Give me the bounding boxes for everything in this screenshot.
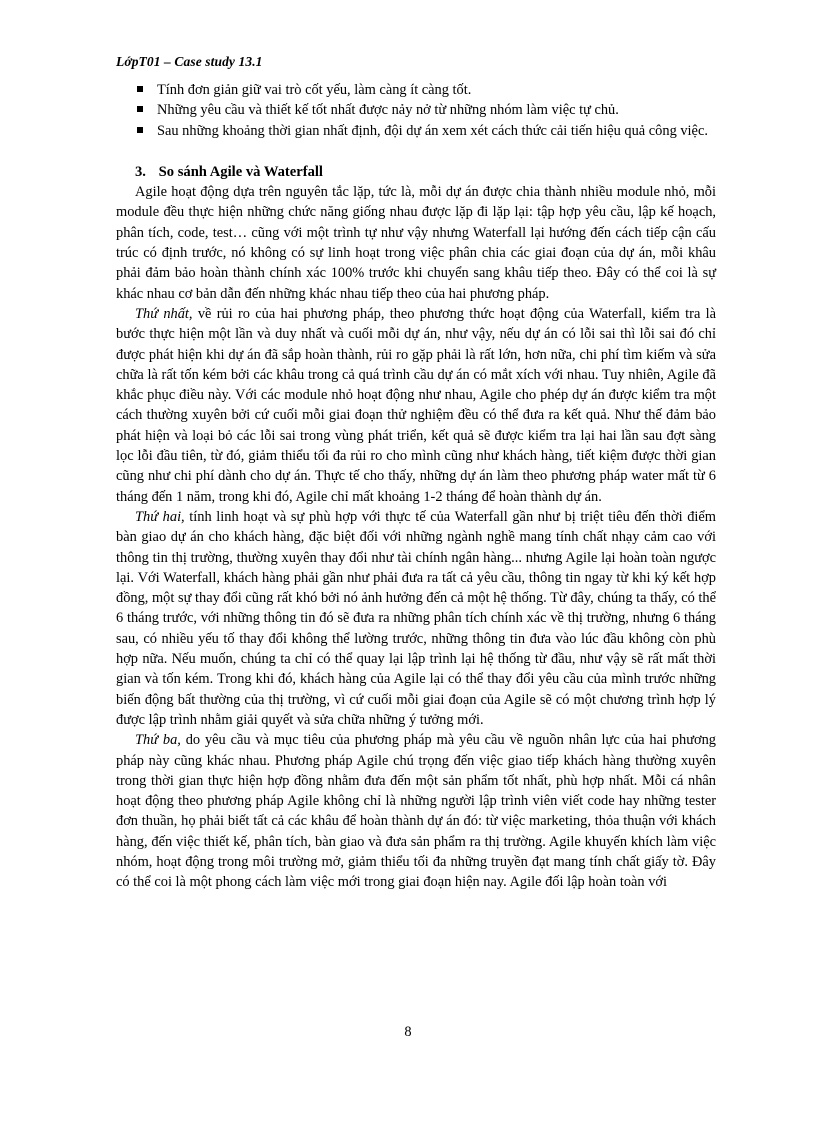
paragraph-lead: Thứ nhất,	[135, 305, 193, 322]
paragraph-text: về rủi ro của hai phương pháp, theo phương thức hoạt động của Waterfall, kiểm tra là bước thực hiện một lần và duy nhất và cuối mỗi dự án, như vậy, nếu dự án có lỗi sai thì lỗi sai đó chỉ được phát hiện khi dự án đã sắp hoàn thành, rủi ro gặp phải là rất lớn, hơn nữa, chi phí tìm kiếm và sửa chữa là rất tốn kém bởi các khâu trong cả quá trình cầu dự án có mắt xích với nhau. Tuy nhiên, Agile đã khắc phục điều này. Với các module nhỏ hoạt động như nhau, Agile cho phép dự án được kiểm tra một cách thường xuyên bởi cứ cuối mỗi giai đoạn thử nghiệm đều có thể đưa ra kết quả. Như thế đảm bảo phát hiện và loại bỏ các lỗi sai trong vùng phát triển, kết quả sẽ được kiểm tra lại hai lần sau đợt sàng lọc lỗi đầu tiên, từ đó, giảm thiểu tối đa rủi ro cho mình cũng như khách hàng, tiết kiệm được thời gian cũng như chi phí dành cho dự án. Thực tế cho thấy, những dự án làm theo phương pháp water mất từ 6 tháng đến 1 năm, trong khi đó, Agile chỉ mất khoảng 1-2 tháng để hoàn thành dự án.	[116, 305, 717, 505]
bullet-item	[116, 80, 716, 100]
bullet-text: Tính đơn giản giữ vai trò cốt yếu, làm càng ít càng tốt.	[157, 82, 472, 98]
paragraph-intro	[116, 182, 716, 304]
paragraph-first	[116, 304, 716, 507]
paragraph-text: tính linh hoạt và sự phù hợp với thực tế của Waterfall gần như bị triệt tiêu đến thời điểm bàn giao dự án cho khách hàng, đặc biệt đối với những ngành nghề mang tính chất nhạy cảm cao với thông tin thị trường, thường xuyên thay đổi như tài chính ngân hàng... nhưng Agile lại hoàn toàn ngược lại. Với Waterfall, khách hàng phải gần như phải đưa ra tất cả yêu cầu, thông tin ngay từ khi ký kết hợp đồng, một sự thay đổi cũng rất khó bởi nó ảnh hưởng đến cả một hệ thống. Từ đây, chúng ta thấy, có thể 6 tháng trước, với những thông tin đó sẽ đưa ra những phân tích chính xác về thị trường, nhưng 6 tháng sau, có nhiều yếu tố thay đổi không thể lường trước, những thông tin đưa vào lúc đầu không còn phù hợp nữa. Nếu muốn, chúng ta chỉ có thể quay lại lập trình lại hệ thống từ đầu, như vậy sẽ rất mất thời gian và tốn kém. Trong khi đó, khách hàng của Agile lại có thể thay đổi yêu cầu của mình trước những biến động bất thường của thị trường, vì cứ cuối mỗi giai đoạn của Agile sẽ có một chương trình hợp lý được lập trình nhằm giải quyết và sửa chữa những ý tưởng mới.	[116, 508, 716, 728]
section-number: 3.	[135, 163, 146, 180]
bullet-item	[116, 100, 716, 120]
section-heading	[116, 162, 716, 182]
paragraph-lead: Thứ hai,	[135, 508, 185, 525]
paragraph-third	[116, 730, 716, 892]
page-number: 8	[404, 1024, 412, 1040]
bullet-square-icon	[137, 106, 143, 112]
paragraph-second	[116, 507, 716, 730]
bullet-text: Sau những khoảng thời gian nhất định, đội dự án xem xét cách thức cải tiến hiệu quả công việc.	[157, 122, 708, 139]
paragraph-text: Agile hoạt động dựa trên nguyên tắc lặp, tức là, mỗi dự án được chia thành nhiều module nhỏ, mỗi module đều thực hiện những chức năng giống nhau được lặp đi lặp lại: tập hợp yêu cầu, lập kế hoạch, phân tích, code, test… cũng với một trình tự như vậy nhưng Waterfall lại hướng đến cách tiếp cận cấu trúc có định trước, nó không có sự linh hoạt trong việc phân chia các giai đoạn của dự án, mỗi khâu phải đảm bảo hoàn thành chính xác 100% trước khi chuyển sang khâu tiếp theo. Đây có thể coi là sự khác nhau cơ bản dẫn đến những khác nhau tiếp theo của hai phương pháp.	[116, 184, 716, 302]
bullet-square-icon	[137, 127, 143, 133]
bullet-square-icon	[137, 86, 143, 92]
document-body	[116, 80, 716, 893]
section-title: So sánh Agile và Waterfall	[158, 163, 323, 180]
page-header: LớpT01 – Case study 13.1	[116, 54, 263, 69]
paragraph-lead: Thứ ba,	[135, 732, 181, 749]
paragraph-text: do yêu cầu và mục tiêu của phương pháp mà yêu cầu về nguồn nhân lực của hai phương pháp này cũng khác nhau. Phương pháp Agile chú trọng đến việc giao tiếp khách hàng thường xuyên trong thời gian thực hiện hợp đồng nhằm đưa đến một sản phẩm tốt nhất, phù hợp nhất. Mỗi cá nhân hoạt động theo phương pháp Agile không chỉ là những người lập trình viên viết code hay những tester đơn thuần, họ phải biết tất cả các khâu để hoàn thành dự án đó: từ việc marketing, thỏa thuận với khách hàng, đến việc thiết kế, phân tích, bàn giao và đưa sản phẩm ra thị trường. Agile khuyến khích làm việc nhóm, hoạt động trong môi trường mở, giảm thiểu tối đa những truyền đạt mang tính chất giấy tờ. Đây có thể coi là một phong cách làm việc mới trong giai đoạn hiện nay. Agile đối lập hoàn toàn với	[116, 732, 716, 891]
bullet-item	[116, 121, 716, 141]
bullet-text: Những yêu cầu và thiết kế tốt nhất được nảy nở từ những nhóm làm việc tự chủ.	[157, 102, 619, 119]
